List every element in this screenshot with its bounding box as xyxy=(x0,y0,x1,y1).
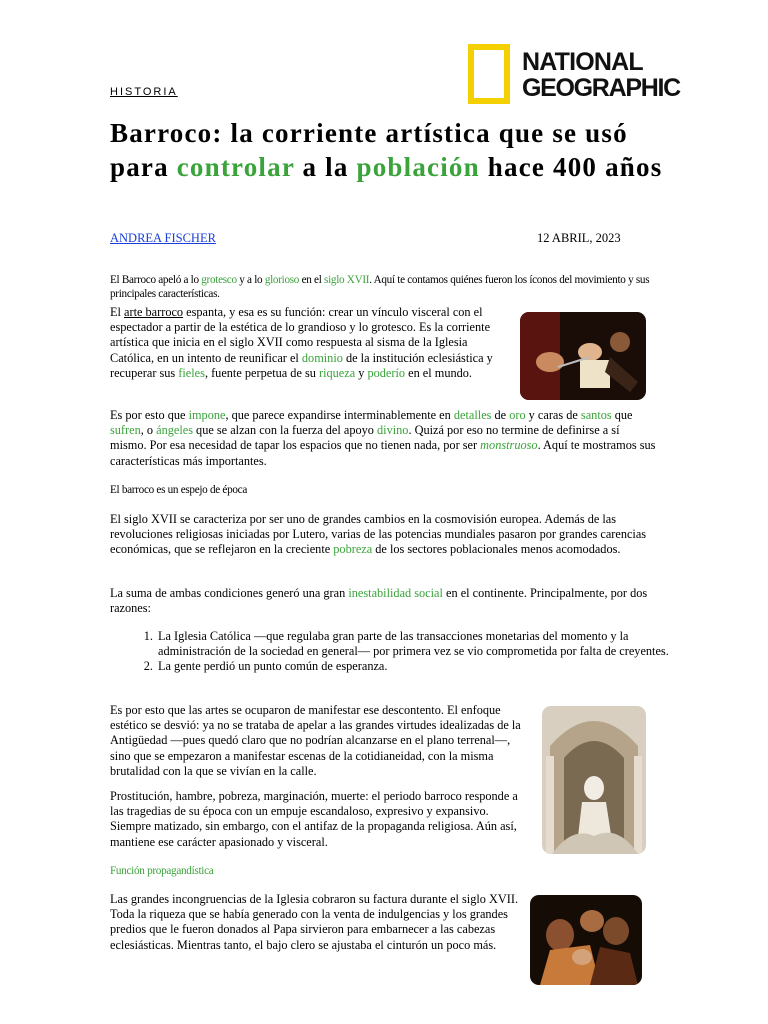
intro-summary: El Barroco apeló a lo grotesco y a lo glorioso en el siglo XVII. Aquí te contamos quiénes fueron los íconos del movimiento y sus principales características. xyxy=(110,274,650,301)
paragraph-5: Es por esto que las artes se ocuparon de manifestar ese descontento. El enfoque estético se desvió: ya no se trataba de apelar a las grandes virtudes idealizadas de la Antigüedad —pues quedó claro que no podrían alcanzarse en el plano terrenal—, sino que se empezaron a manifestar escenas de la cotidianeidad, con la misma brutalidad con la que se vivían en la calle. xyxy=(110,703,521,778)
list-item: 1. La Iglesia Católica —que regulaba gran parte de las transacciones monetarias del momento y la administración de la sociedad en general— por primera vez se vio comprometida por falta de creyentes. xyxy=(156,629,700,659)
caravaggio-thomas-image xyxy=(530,895,642,985)
paragraph-3: El siglo XVII se caracteriza por ser uno de grandes cambios en la cosmovisión europea. Además de las revoluciones religiosas iniciadas por Lutero, varias de las potencias mundiales pasaron por grandes carencias económicas, que se reflejaron en la creciente pobreza de los sectores poblacionales menos acomodados. xyxy=(110,512,647,557)
publish-date: 12 ABRIL, 2023 xyxy=(537,231,621,245)
paragraph-6: Prostitución, hambre, pobreza, marginación, muerte: el periodo barroco responde a las tragedias de su época con un empuje escandaloso, expresivo y expansivo. Siempre matizado, sin embargo, con el antifaz de la propaganda religiosa. Aún así, mantiene ese carácter apasionado y visceral. xyxy=(110,789,518,849)
caravaggio-judith-image xyxy=(520,312,646,400)
paragraph-2: Es por esto que impone, que parece expandirse interminablemente en detalles de oro y caras de santos que sufren, o ángeles que se alzan con la fuerza del apoyo divino. Quizá por eso no termine de definirse a sí mismo. Por esa necesidad de tapar los espacios que no tienen nada, por ser monstruoso. Aquí te mostramos sus características más importantes. xyxy=(110,408,656,468)
yellow-frame-icon xyxy=(468,44,510,104)
paragraph-1: El arte barroco espanta, y esa es su función: crear un vínculo visceral con el espectador a partir de la estética de lo grandioso y lo grotesco. Es la corriente artística que inicia en el siglo XVII como respuesta al sisma de la Iglesia Católica, en un intento de reunificar el dominio de la institución eclesiástica y recuperar sus fieles, fuente perpetua de su riqueza y poderío en el mundo. xyxy=(110,305,493,380)
national-geographic-logo xyxy=(468,44,680,104)
category-link[interactable]: HISTORIA xyxy=(110,86,178,98)
section-heading-1: El barroco es un espejo de época xyxy=(110,484,248,496)
paragraph-7: Las grandes incongruencias de la Iglesia cobraron su factura durante el siglo XVII. Toda la riqueza que se había generado con la venta de indulgencias y los grandes predios que le fueron donados al Papa sirvieron para embarnecer a las cabezas eclesiásticas. Mientras tanto, el bajo clero se ajustaba el cinturón un poco más. xyxy=(110,892,519,952)
logo-line-1: NATIONAL xyxy=(522,48,643,76)
reasons-list xyxy=(110,629,700,675)
trevi-fountain-image xyxy=(542,706,646,854)
list-item: 2. La gente perdió un punto común de esperanza. xyxy=(156,659,700,674)
section-heading-2: Función propagandística xyxy=(110,865,214,877)
author-link[interactable]: ANDREA FISCHER xyxy=(110,231,216,245)
logo-line-2: GEOGRAPHIC xyxy=(522,74,680,102)
article-title: Barroco: la corriente artística que se usó para controlar a la población hace 400 años xyxy=(110,118,663,182)
arte-barroco-link[interactable]: arte barroco xyxy=(124,305,184,319)
paragraph-4: La suma de ambas condiciones generó una gran inestabilidad social en el continente. Principalmente, por dos razones: xyxy=(110,586,648,616)
